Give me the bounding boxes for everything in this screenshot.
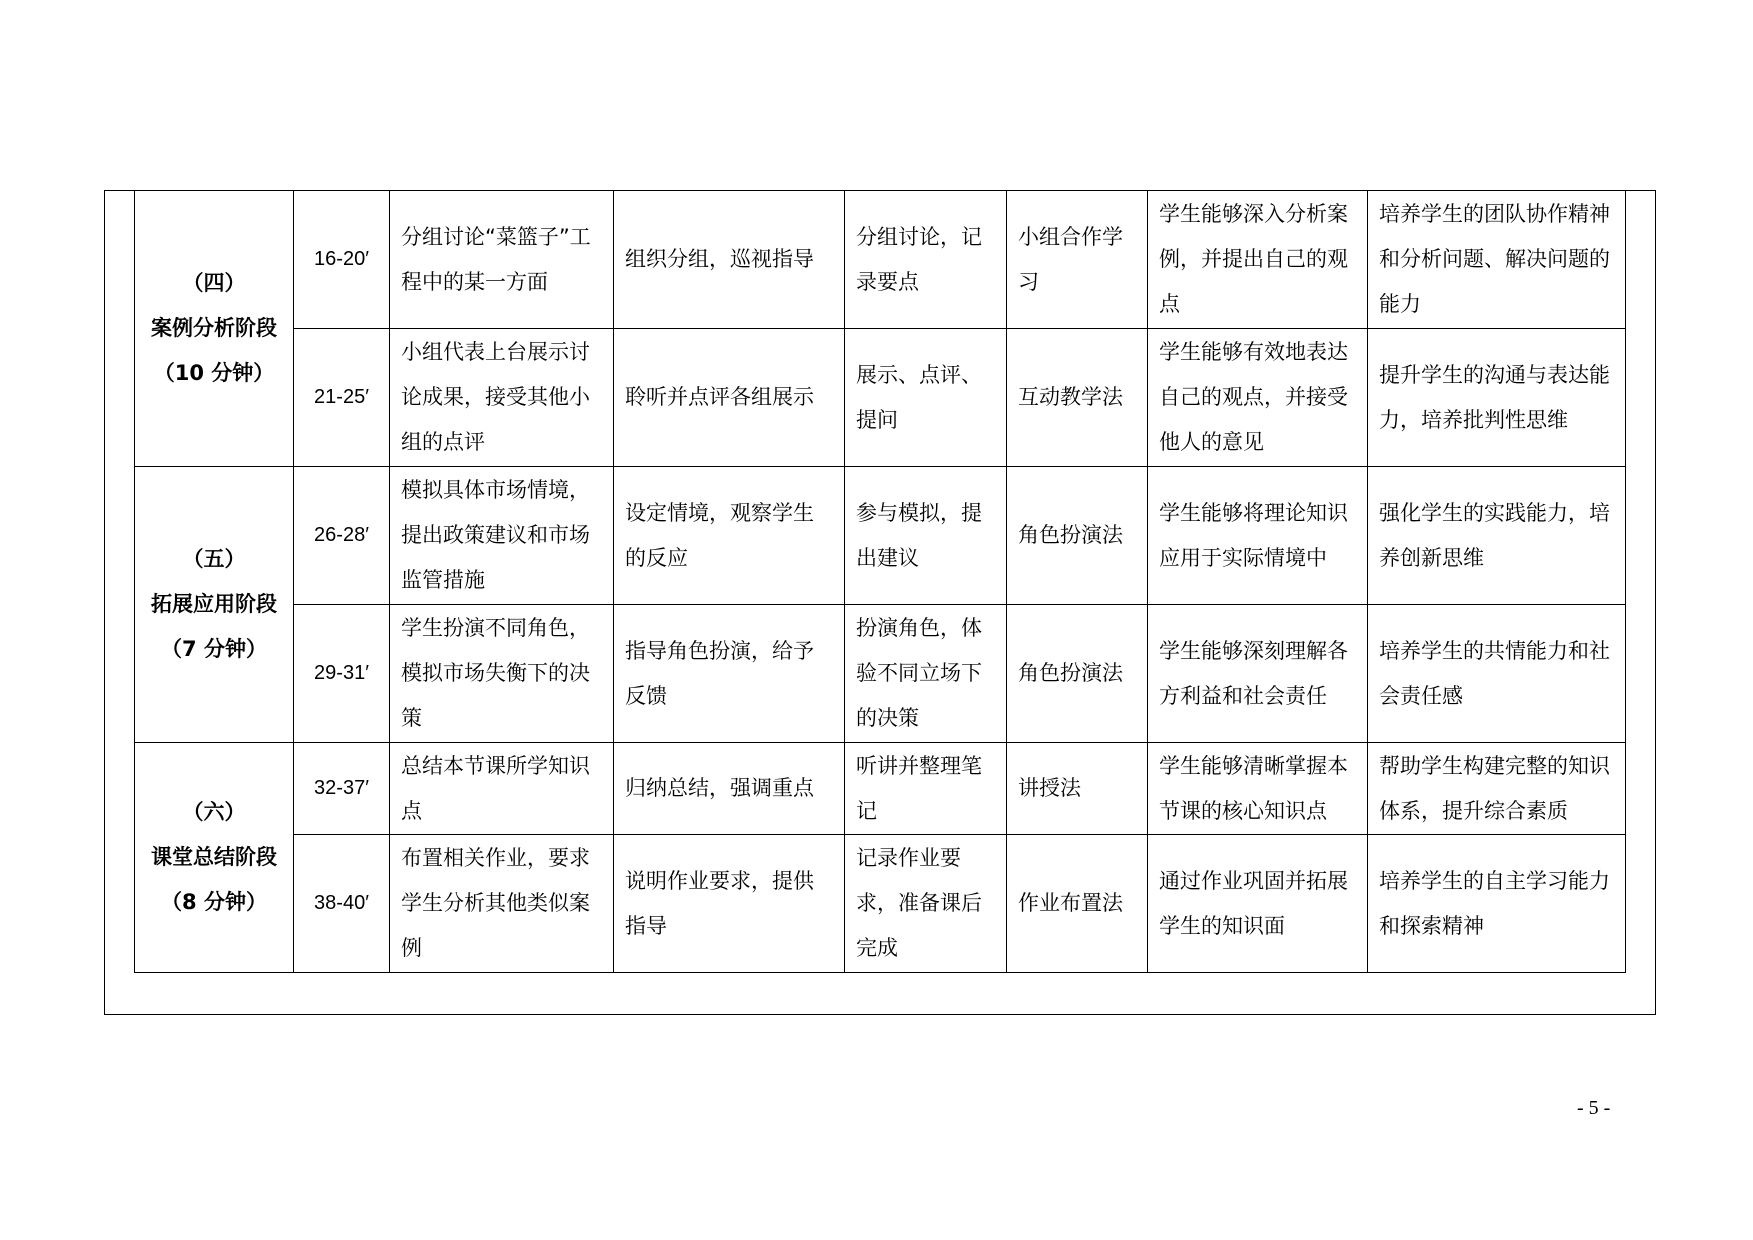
method-cell: 小组合作学习 — [1007, 191, 1148, 329]
student-activity-cell: 扮演角色，体验不同立场下的决策 — [845, 605, 1007, 743]
time-cell: 16-20′ — [294, 191, 390, 329]
stage-duration: （7 分钟） — [161, 637, 267, 661]
outcome-cell: 学生能够将理论知识应用于实际情境中 — [1148, 467, 1368, 605]
method-cell: 角色扮演法 — [1007, 467, 1148, 605]
stage-name: 课堂总结阶段 — [151, 845, 277, 869]
outcome-cell: 学生能够深刻理解各方利益和社会责任 — [1148, 605, 1368, 743]
teacher-activity-cell: 聆听并点评各组展示 — [614, 329, 845, 467]
outcome-cell: 学生能够深入分析案例，并提出自己的观点 — [1148, 191, 1368, 329]
page-number: - 5 - — [1577, 1097, 1611, 1119]
method-cell: 作业布置法 — [1007, 835, 1148, 973]
stage-duration: （10 分钟） — [153, 361, 275, 385]
outcome-cell: 学生能够清晰掌握本节课的核心知识点 — [1148, 743, 1368, 835]
teacher-activity-cell: 组织分组，巡视指导 — [614, 191, 845, 329]
table-row — [135, 835, 1626, 973]
student-activity-cell: 分组讨论，记录要点 — [845, 191, 1007, 329]
table-row — [135, 329, 1626, 467]
content-cell: 总结本节课所学知识点 — [390, 743, 614, 835]
content-cell: 学生扮演不同角色，模拟市场失衡下的决策 — [390, 605, 614, 743]
time-cell: 21-25′ — [294, 329, 390, 467]
table-row — [135, 605, 1626, 743]
goal-cell: 强化学生的实践能力，培养创新思维 — [1368, 467, 1626, 605]
content-cell: 小组代表上台展示讨论成果，接受其他小组的点评 — [390, 329, 614, 467]
outcome-cell: 通过作业巩固并拓展学生的知识面 — [1148, 835, 1368, 973]
goal-cell: 提升学生的沟通与表达能力，培养批判性思维 — [1368, 329, 1626, 467]
teacher-activity-cell: 归纳总结，强调重点 — [614, 743, 845, 835]
content-cell: 模拟具体市场情境，提出政策建议和市场监管措施 — [390, 467, 614, 605]
method-cell: 角色扮演法 — [1007, 605, 1148, 743]
goal-cell: 培养学生的共情能力和社会责任感 — [1368, 605, 1626, 743]
stage-cell — [135, 743, 294, 973]
time-cell: 26-28′ — [294, 467, 390, 605]
teacher-activity-cell: 指导角色扮演，给予反馈 — [614, 605, 845, 743]
content-cell: 布置相关作业，要求学生分析其他类似案例 — [390, 835, 614, 973]
table-row — [135, 467, 1626, 605]
stage-duration: （8 分钟） — [161, 890, 267, 914]
stage-number: （五） — [182, 547, 246, 571]
content-cell: 分组讨论“菜篮子”工程中的某一方面 — [390, 191, 614, 329]
time-cell: 38-40′ — [294, 835, 390, 973]
goal-cell: 培养学生的自主学习能力和探索精神 — [1368, 835, 1626, 973]
student-activity-cell: 听讲并整理笔记 — [845, 743, 1007, 835]
stage-name: 案例分析阶段 — [151, 316, 277, 340]
time-cell: 32-37′ — [294, 743, 390, 835]
table-row — [135, 743, 1626, 835]
goal-cell: 培养学生的团队协作精神和分析问题、解决问题的能力 — [1368, 191, 1626, 329]
stage-number: （四） — [182, 271, 246, 295]
stage-number: （六） — [182, 800, 246, 824]
stage-cell — [135, 191, 294, 467]
stage-cell — [135, 467, 294, 743]
student-activity-cell: 参与模拟，提出建议 — [845, 467, 1007, 605]
method-cell: 互动教学法 — [1007, 329, 1148, 467]
lesson-plan-table — [134, 190, 1626, 973]
teacher-activity-cell: 说明作业要求，提供指导 — [614, 835, 845, 973]
stage-name: 拓展应用阶段 — [151, 592, 277, 616]
outcome-cell: 学生能够有效地表达自己的观点，并接受他人的意见 — [1148, 329, 1368, 467]
method-cell: 讲授法 — [1007, 743, 1148, 835]
time-cell: 29-31′ — [294, 605, 390, 743]
goal-cell: 帮助学生构建完整的知识体系，提升综合素质 — [1368, 743, 1626, 835]
table-row — [135, 191, 1626, 329]
teacher-activity-cell: 设定情境，观察学生的反应 — [614, 467, 845, 605]
student-activity-cell: 展示、点评、提问 — [845, 329, 1007, 467]
student-activity-cell: 记录作业要求，准备课后完成 — [845, 835, 1007, 973]
